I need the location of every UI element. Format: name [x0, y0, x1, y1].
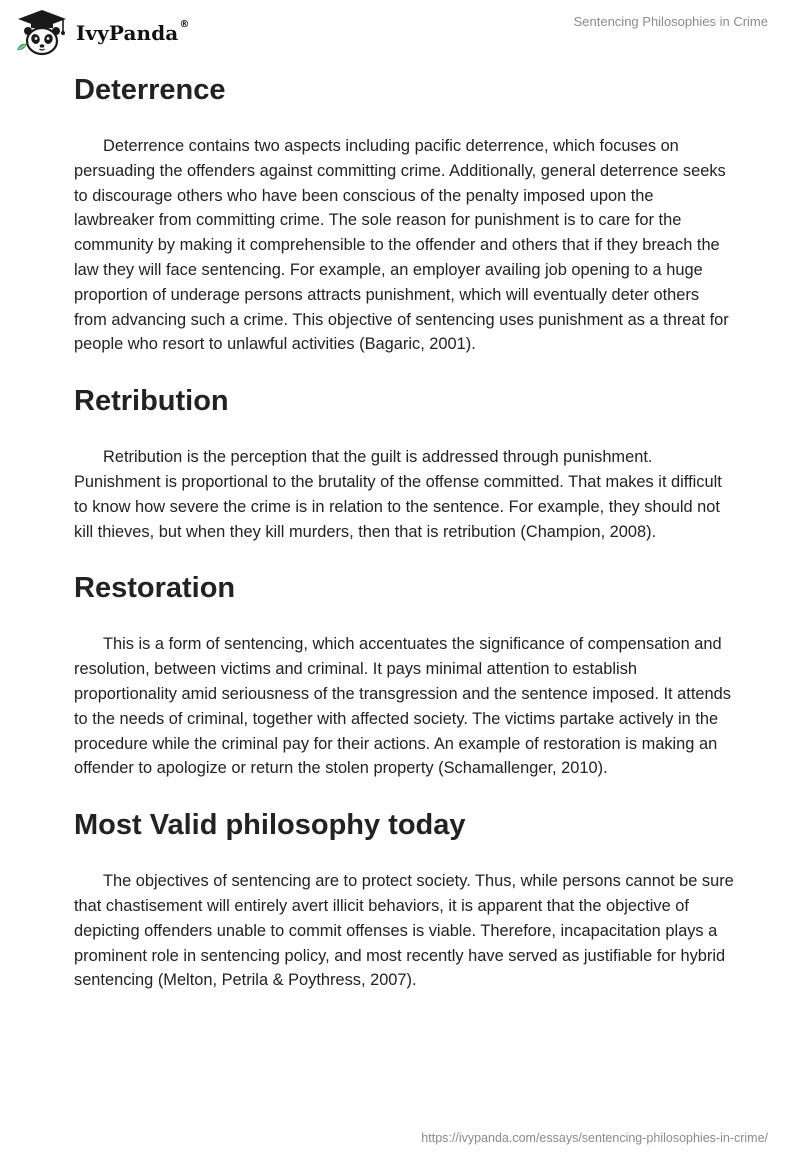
- section-paragraph-retribution: Retribution is the perception that the guilt is addressed through punishment. Punishment is proportional to the brutality of the offense committed. That makes it difficult to know how severe the crime is in relation to the sentence. For example, they should not kill thieves, but when they kill murders, then that is retribution (Champion, 2008).: [74, 448, 722, 541]
- section-heading-restoration: Restoration: [74, 572, 236, 605]
- section-paragraph-restoration: This is a form of sentencing, which accentuates the significance of compensation and resolution, between victims and criminal. It pays minimal attention to establish proportionality amid seriousness of the transgression and the sentence imposed. It attends to the needs of criminal, together with affected society. The victims partake actively in the procedure while the criminal pay for their actions. An example of restoration is making an offender to apologize or return the stolen property (Schamallenger, 2010).: [74, 635, 731, 778]
- section-heading-most-valid: Most Valid philosophy today: [74, 809, 466, 842]
- page-header: [0, 0, 800, 60]
- essay-content: [74, 70, 734, 1017]
- brand-name: IvyPanda®: [76, 19, 190, 45]
- registered-mark: ®: [179, 19, 190, 30]
- brand-logo[interactable]: [14, 8, 189, 56]
- section-heading-deterrence: Deterrence: [74, 74, 226, 106]
- section-paragraph-deterrence: Deterrence contains two aspects including pacific deterrence, which focuses on persuading the offenders against committing crime. Additionally, general deterrence seeks to discourage others who have been conscious of the penalty imposed upon the lawbreaker from committing crime. The sole reason for punishment is to care for the community by making it comprehensible to the offender and others that if they breach the law they will face sentencing. For example, an employer availing job opening to a huge proportion of underage persons attracts punishment, which will eventually deter others from advancing such a crime. This objective of sentencing uses punishment as a threat for people who resort to unlawful activities (Bagaric, 2001).: [74, 137, 729, 354]
- footer-url-link[interactable]: https://ivypanda.com/essays/sentencing-philosophies-in-crime/: [421, 1131, 768, 1145]
- panda-graduate-icon: [14, 8, 70, 56]
- document-title: Sentencing Philosophies in Crime: [573, 14, 768, 29]
- section-paragraph-most-valid: The objectives of sentencing are to protect society. Thus, while persons cannot be sure that chastisement will entirely avert illicit behaviors, it is apparent that the objective of depicting offenders unable to commit offenses is viable. Therefore, incapacitation plays a prominent role in sentencing policy, and most recently have served as justifiable for hybrid sentencing (Melton, Petrila & Poythress, 2007).: [74, 872, 734, 990]
- section-heading-retribution: Retribution: [74, 385, 229, 418]
